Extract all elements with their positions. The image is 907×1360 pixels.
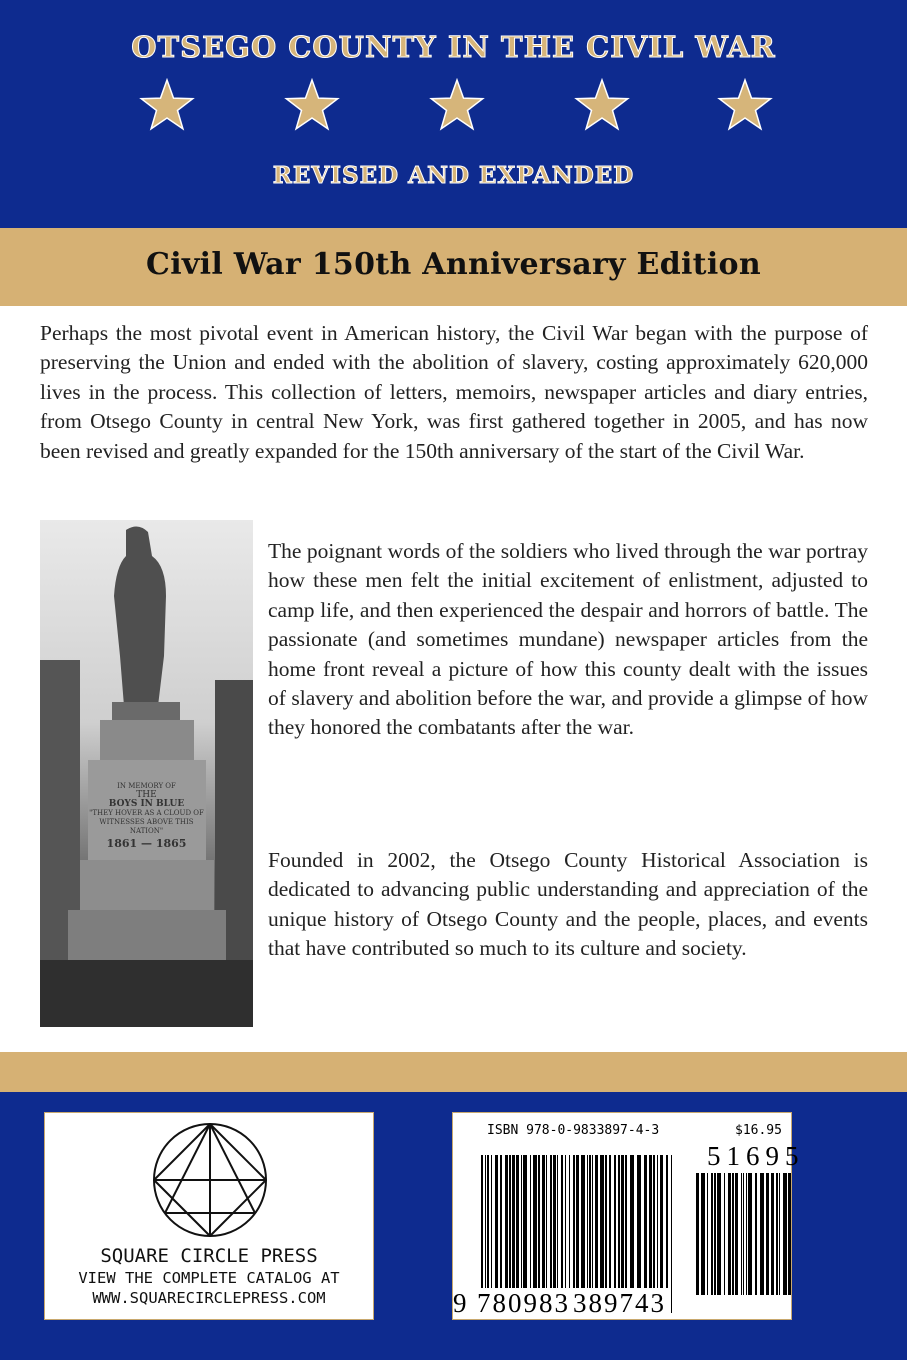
barcode-bar [760, 1173, 764, 1295]
star-icon [429, 78, 485, 132]
barcode-bar [779, 1173, 780, 1295]
monument-silhouette [40, 520, 253, 1027]
barcode-bar [771, 1173, 774, 1295]
star-icon [139, 78, 195, 132]
ean-right-digits: 389743 [573, 1288, 666, 1318]
photo-inscription [40, 782, 253, 848]
price: $16.95 [735, 1123, 782, 1138]
publisher-name: SQUARE CIRCLE PRESS [100, 1245, 318, 1267]
barcode-bar [783, 1173, 787, 1295]
star-icon [574, 78, 630, 132]
inscription-line: THE [136, 790, 157, 800]
inscription-line: IN MEMORY OF [117, 782, 176, 790]
isbn-barcode-box [452, 1112, 805, 1320]
barcode-bar [714, 1173, 716, 1295]
star-icon [284, 78, 340, 132]
barcode-bar [776, 1173, 778, 1295]
inscription-line: NATION" [129, 827, 164, 835]
description-paragraph-2: The poignant words of the soldiers who lived through the war portray how these men felt the initial excitement of enlistment, adjusted to camp life, and then experienced the despair and horrors of battle. The passionate (and sometimes mundane) newspaper articles from the home front reveal a picture of how this county dealt with the issues of slavery and abolition before the war, and provide a glimpse of how they honored the combatants after the war. [268, 539, 868, 740]
barcode-bar [788, 1173, 791, 1295]
square-circle-logo-icon [152, 1122, 268, 1238]
book-subtitle: REVISED AND EXPANDED [272, 162, 635, 189]
barcode-bar [707, 1173, 708, 1295]
footer-gold-band [0, 1052, 907, 1092]
description-paragraph-3: Founded in 2002, the Otsego County Historical Association is dedicated to advancing public understanding and appreciation of the unique history of Otsego County and the people, places, and events that have contributed so much to its culture and society. [268, 848, 868, 961]
barcode-bar [755, 1173, 757, 1295]
inscription-line: "THEY HOVER AS A CLOUD OF [89, 809, 204, 817]
description-paragraph-1: Perhaps the most pivotal event in American history, the Civil War began with the purpose of preserving the Union and ended with the abolition of slavery, costing approximately 620,000 lives in the process. This collection of letters, memoirs, newspaper articles and diary entries, from Otsego County in central New York, was first gathered together in 2005, and has now been revised and greatly expanded for the 150th anniversary of the start of the Civil War. [40, 321, 868, 463]
barcode-bar [711, 1173, 713, 1295]
publisher-url[interactable]: WWW.SQUARECIRCLEPRESS.COM [92, 1289, 326, 1307]
book-title: OTSEGO COUNTY IN THE CIVIL WAR [131, 30, 776, 64]
inscription-line: WITNESSES ABOVE THIS [99, 818, 194, 826]
monument-photo [40, 520, 253, 1027]
barcode-bar [766, 1173, 769, 1295]
header-banner [0, 0, 907, 228]
barcode-bar [743, 1173, 744, 1295]
inscription-line: 1861 — 1865 [106, 837, 187, 850]
star-icon [717, 78, 773, 132]
publisher-box [44, 1112, 374, 1320]
isbn-number: ISBN 978-0-9833897-4-3 [487, 1123, 660, 1138]
edition-label: Civil War 150th Anniversary Edition [146, 247, 761, 282]
barcode-bar [717, 1173, 721, 1295]
ean-left-digits: 780983 [477, 1288, 570, 1318]
barcode-bar [671, 1155, 672, 1313]
publisher-catalog-text: VIEW THE COMPLETE CATALOG AT [78, 1269, 340, 1287]
barcode-bar [696, 1173, 699, 1295]
addon-code: 51695 [707, 1141, 805, 1171]
inscription-line: BOYS IN BLUE [108, 799, 185, 809]
barcode-bar [732, 1173, 734, 1295]
barcode-bar [741, 1173, 742, 1295]
barcode-bar [701, 1173, 705, 1295]
barcode-bar [724, 1173, 725, 1295]
barcode-bar [746, 1173, 747, 1295]
barcode-bar [735, 1173, 738, 1295]
barcode-bar [728, 1173, 731, 1295]
barcode-bar [748, 1173, 752, 1295]
ean-first-digit: 9 [453, 1288, 467, 1318]
